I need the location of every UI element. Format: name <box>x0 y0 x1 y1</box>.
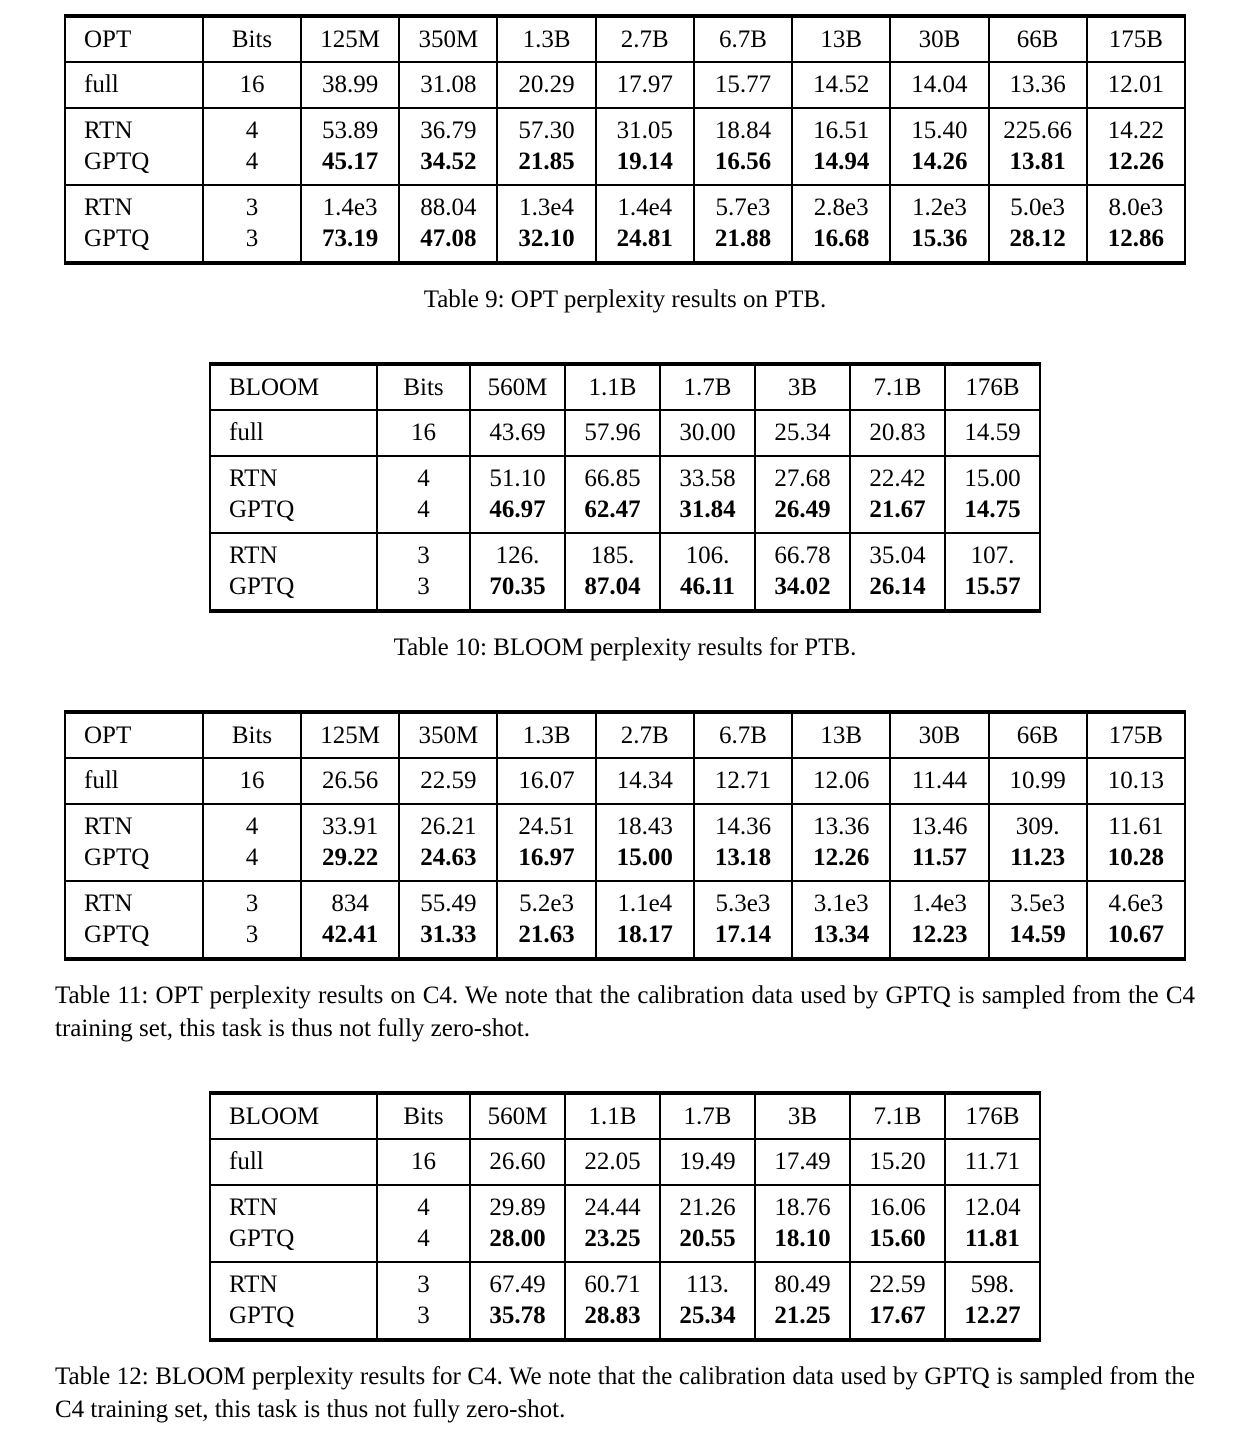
perplexity-value-cell: 36.79 <box>399 108 497 146</box>
perplexity-value-cell: 21.67 <box>850 494 945 533</box>
perplexity-value-cell: 30.00 <box>660 410 755 456</box>
row-group <box>65 881 1185 959</box>
table-12-section <box>55 1091 1195 1426</box>
perplexity-value-cell: 31.08 <box>399 62 497 108</box>
perplexity-value-cell: 17.67 <box>850 1300 945 1340</box>
method-cell: full <box>210 410 377 456</box>
size-header-cell: 560M <box>470 364 565 410</box>
perplexity-value-cell: 13.18 <box>694 842 792 881</box>
perplexity-value-cell: 12.01 <box>1087 62 1185 108</box>
table-row <box>65 108 1185 146</box>
method-cell: GPTQ <box>210 1300 377 1340</box>
bloom-c4-table <box>209 1091 1041 1342</box>
table-9-caption: Table 9: OPT perplexity results on PTB. <box>423 286 827 313</box>
size-header-cell: 1.1B <box>565 1093 660 1139</box>
perplexity-value-cell: 20.55 <box>660 1223 755 1262</box>
method-cell: RTN <box>65 881 203 919</box>
size-header-cell: 3B <box>755 1093 850 1139</box>
row-group <box>210 1185 1040 1262</box>
perplexity-value-cell: 10.13 <box>1087 758 1185 804</box>
perplexity-value-cell: 46.97 <box>470 494 565 533</box>
bits-cell: 3 <box>377 1262 470 1300</box>
perplexity-value-cell: 1.4e3 <box>890 881 988 919</box>
method-cell: GPTQ <box>65 842 203 881</box>
size-header-cell: 2.7B <box>596 712 694 758</box>
bits-cell: 16 <box>203 758 301 804</box>
model-header-cell: OPT <box>65 712 203 758</box>
size-header-cell: 176B <box>945 364 1040 410</box>
bits-cell: 3 <box>377 533 470 571</box>
perplexity-value-cell: 15.00 <box>945 456 1040 494</box>
perplexity-value-cell: 14.94 <box>792 146 890 185</box>
perplexity-value-cell: 53.89 <box>301 108 399 146</box>
size-header-cell: 66B <box>989 16 1087 62</box>
perplexity-value-cell: 16.06 <box>850 1185 945 1223</box>
perplexity-value-cell: 14.52 <box>792 62 890 108</box>
perplexity-value-cell: 20.83 <box>850 410 945 456</box>
perplexity-value-cell: 5.3e3 <box>694 881 792 919</box>
perplexity-value-cell: 21.63 <box>497 919 595 959</box>
perplexity-value-cell: 26.60 <box>470 1139 565 1185</box>
table-11-caption: Table 11: OPT perplexity results on C4. We note that the calibration data used by GPTQ is sampled from the C4 training set, this task is thus not fully zero-shot. <box>55 982 1195 1042</box>
perplexity-value-cell: 24.81 <box>596 223 694 263</box>
bits-cell: 4 <box>377 456 470 494</box>
table-11-section <box>55 710 1195 1045</box>
perplexity-value-cell: 14.26 <box>890 146 988 185</box>
perplexity-value-cell: 14.59 <box>989 919 1087 959</box>
size-header-cell: 1.7B <box>660 1093 755 1139</box>
perplexity-value-cell: 4.6e3 <box>1087 881 1185 919</box>
perplexity-value-cell: 24.51 <box>497 804 595 842</box>
table-row <box>210 1139 1040 1185</box>
perplexity-value-cell: 21.25 <box>755 1300 850 1340</box>
table-row <box>210 1223 1040 1262</box>
perplexity-value-cell: 21.88 <box>694 223 792 263</box>
perplexity-value-cell: 25.34 <box>660 1300 755 1340</box>
perplexity-value-cell: 26.56 <box>301 758 399 804</box>
method-cell: RTN <box>210 1262 377 1300</box>
perplexity-value-cell: 22.05 <box>565 1139 660 1185</box>
perplexity-value-cell: 16.07 <box>497 758 595 804</box>
bits-cell: 4 <box>203 108 301 146</box>
perplexity-value-cell: 21.85 <box>497 146 595 185</box>
perplexity-value-cell: 18.84 <box>694 108 792 146</box>
perplexity-value-cell: 73.19 <box>301 223 399 263</box>
perplexity-value-cell: 13.46 <box>890 804 988 842</box>
row-group <box>65 804 1185 881</box>
perplexity-value-cell: 26.49 <box>755 494 850 533</box>
size-header-cell: 6.7B <box>694 16 792 62</box>
perplexity-value-cell: 22.42 <box>850 456 945 494</box>
table-header <box>210 364 1040 410</box>
perplexity-value-cell: 88.04 <box>399 185 497 223</box>
perplexity-value-cell: 34.02 <box>755 571 850 611</box>
perplexity-value-cell: 12.26 <box>792 842 890 881</box>
perplexity-value-cell: 12.23 <box>890 919 988 959</box>
row-group <box>65 62 1185 108</box>
table-row <box>210 533 1040 571</box>
perplexity-value-cell: 46.11 <box>660 571 755 611</box>
perplexity-value-cell: 15.60 <box>850 1223 945 1262</box>
table-row <box>65 881 1185 919</box>
perplexity-value-cell: 28.83 <box>565 1300 660 1340</box>
method-cell: GPTQ <box>65 919 203 959</box>
table-row <box>210 571 1040 611</box>
size-header-cell: 30B <box>890 16 988 62</box>
perplexity-value-cell: 22.59 <box>850 1262 945 1300</box>
size-header-cell: 176B <box>945 1093 1040 1139</box>
perplexity-value-cell: 113. <box>660 1262 755 1300</box>
table-row <box>65 223 1185 263</box>
perplexity-value-cell: 33.58 <box>660 456 755 494</box>
size-header-cell: 7.1B <box>850 1093 945 1139</box>
perplexity-value-cell: 14.04 <box>890 62 988 108</box>
perplexity-value-cell: 1.4e4 <box>596 185 694 223</box>
perplexity-value-cell: 33.91 <box>301 804 399 842</box>
perplexity-value-cell: 8.0e3 <box>1087 185 1185 223</box>
perplexity-value-cell: 70.35 <box>470 571 565 611</box>
perplexity-value-cell: 13.36 <box>989 62 1087 108</box>
method-cell: GPTQ <box>210 571 377 611</box>
perplexity-value-cell: 12.04 <box>945 1185 1040 1223</box>
perplexity-value-cell: 17.14 <box>694 919 792 959</box>
perplexity-value-cell: 35.78 <box>470 1300 565 1340</box>
perplexity-value-cell: 23.25 <box>565 1223 660 1262</box>
perplexity-value-cell: 66.85 <box>565 456 660 494</box>
opt-c4-table <box>64 710 1186 961</box>
size-header-cell: 7.1B <box>850 364 945 410</box>
perplexity-value-cell: 47.08 <box>399 223 497 263</box>
size-header-cell: 350M <box>399 16 497 62</box>
row-group <box>210 1139 1040 1185</box>
perplexity-value-cell: 5.2e3 <box>497 881 595 919</box>
perplexity-value-cell: 18.17 <box>596 919 694 959</box>
perplexity-value-cell: 106. <box>660 533 755 571</box>
perplexity-value-cell: 13.36 <box>792 804 890 842</box>
perplexity-value-cell: 67.49 <box>470 1262 565 1300</box>
perplexity-value-cell: 15.57 <box>945 571 1040 611</box>
size-header-cell: 125M <box>301 712 399 758</box>
table-header <box>65 712 1185 758</box>
perplexity-value-cell: 1.1e4 <box>596 881 694 919</box>
table-header <box>65 16 1185 62</box>
method-cell: GPTQ <box>210 1223 377 1262</box>
perplexity-value-cell: 26.14 <box>850 571 945 611</box>
bits-cell: 4 <box>377 1223 470 1262</box>
perplexity-value-cell: 309. <box>989 804 1087 842</box>
row-group <box>65 758 1185 804</box>
perplexity-value-cell: 18.76 <box>755 1185 850 1223</box>
table-row <box>65 842 1185 881</box>
perplexity-value-cell: 5.7e3 <box>694 185 792 223</box>
table-row <box>210 410 1040 456</box>
size-header-cell: 66B <box>989 712 1087 758</box>
perplexity-value-cell: 1.2e3 <box>890 185 988 223</box>
size-header-cell: 1.7B <box>660 364 755 410</box>
perplexity-value-cell: 28.00 <box>470 1223 565 1262</box>
perplexity-value-cell: 15.36 <box>890 223 988 263</box>
bits-cell: 4 <box>203 842 301 881</box>
method-cell: RTN <box>65 804 203 842</box>
perplexity-value-cell: 16.97 <box>497 842 595 881</box>
size-header-cell: 6.7B <box>694 712 792 758</box>
perplexity-value-cell: 3.1e3 <box>792 881 890 919</box>
perplexity-value-cell: 107. <box>945 533 1040 571</box>
header-row <box>210 364 1040 410</box>
bloom-ptb-table <box>209 362 1041 613</box>
perplexity-value-cell: 11.61 <box>1087 804 1185 842</box>
perplexity-value-cell: 16.51 <box>792 108 890 146</box>
size-header-cell: 175B <box>1087 712 1185 758</box>
perplexity-value-cell: 15.00 <box>596 842 694 881</box>
perplexity-value-cell: 10.67 <box>1087 919 1185 959</box>
perplexity-value-cell: 12.86 <box>1087 223 1185 263</box>
perplexity-value-cell: 34.52 <box>399 146 497 185</box>
size-header-cell: 13B <box>792 712 890 758</box>
perplexity-value-cell: 14.36 <box>694 804 792 842</box>
bits-cell: 3 <box>203 881 301 919</box>
table-9-section <box>55 14 1195 316</box>
perplexity-value-cell: 11.71 <box>945 1139 1040 1185</box>
perplexity-value-cell: 19.49 <box>660 1139 755 1185</box>
perplexity-value-cell: 11.81 <box>945 1223 1040 1262</box>
perplexity-value-cell: 31.84 <box>660 494 755 533</box>
bits-cell: 16 <box>203 62 301 108</box>
perplexity-value-cell: 11.57 <box>890 842 988 881</box>
perplexity-value-cell: 14.75 <box>945 494 1040 533</box>
method-cell: RTN <box>210 456 377 494</box>
table-header <box>210 1093 1040 1139</box>
perplexity-value-cell: 24.63 <box>399 842 497 881</box>
perplexity-value-cell: 185. <box>565 533 660 571</box>
size-header-cell: 350M <box>399 712 497 758</box>
perplexity-value-cell: 2.8e3 <box>792 185 890 223</box>
perplexity-value-cell: 834 <box>301 881 399 919</box>
size-header-cell: 1.3B <box>497 712 595 758</box>
row-group <box>210 410 1040 456</box>
table-row <box>210 1185 1040 1223</box>
table-row <box>210 456 1040 494</box>
row-group <box>65 185 1185 263</box>
row-group <box>210 1262 1040 1340</box>
perplexity-value-cell: 11.44 <box>890 758 988 804</box>
perplexity-value-cell: 42.41 <box>301 919 399 959</box>
opt-ptb-table <box>64 14 1186 265</box>
row-group <box>210 456 1040 533</box>
perplexity-value-cell: 126. <box>470 533 565 571</box>
bits-cell: 3 <box>377 1300 470 1340</box>
bits-cell: 3 <box>377 571 470 611</box>
bits-cell: 4 <box>203 146 301 185</box>
perplexity-value-cell: 12.71 <box>694 758 792 804</box>
perplexity-value-cell: 26.21 <box>399 804 497 842</box>
perplexity-value-cell: 1.3e4 <box>497 185 595 223</box>
table-row <box>210 494 1040 533</box>
perplexity-value-cell: 29.89 <box>470 1185 565 1223</box>
perplexity-value-cell: 12.27 <box>945 1300 1040 1340</box>
perplexity-value-cell: 20.29 <box>497 62 595 108</box>
row-group <box>210 533 1040 611</box>
method-cell: RTN <box>65 185 203 223</box>
method-cell: GPTQ <box>65 223 203 263</box>
perplexity-value-cell: 87.04 <box>565 571 660 611</box>
perplexity-value-cell: 18.43 <box>596 804 694 842</box>
bits-header-cell: Bits <box>377 1093 470 1139</box>
perplexity-value-cell: 43.69 <box>470 410 565 456</box>
model-header-cell: BLOOM <box>210 1093 377 1139</box>
table-row <box>65 919 1185 959</box>
bits-cell: 4 <box>377 1185 470 1223</box>
perplexity-value-cell: 17.49 <box>755 1139 850 1185</box>
perplexity-value-cell: 10.28 <box>1087 842 1185 881</box>
header-row <box>210 1093 1040 1139</box>
bits-cell: 16 <box>377 1139 470 1185</box>
model-header-cell: OPT <box>65 16 203 62</box>
perplexity-value-cell: 15.20 <box>850 1139 945 1185</box>
bits-cell: 3 <box>203 919 301 959</box>
size-header-cell: 3B <box>755 364 850 410</box>
perplexity-value-cell: 16.68 <box>792 223 890 263</box>
perplexity-value-cell: 10.99 <box>989 758 1087 804</box>
perplexity-value-cell: 57.30 <box>497 108 595 146</box>
perplexity-value-cell: 14.34 <box>596 758 694 804</box>
perplexity-value-cell: 225.66 <box>989 108 1087 146</box>
perplexity-value-cell: 57.96 <box>565 410 660 456</box>
table-row <box>210 1300 1040 1340</box>
perplexity-value-cell: 35.04 <box>850 533 945 571</box>
size-header-cell: 1.3B <box>497 16 595 62</box>
bits-header-cell: Bits <box>203 16 301 62</box>
table-10-section <box>55 362 1195 664</box>
method-cell: GPTQ <box>210 494 377 533</box>
method-cell: RTN <box>210 533 377 571</box>
perplexity-value-cell: 15.77 <box>694 62 792 108</box>
perplexity-value-cell: 12.26 <box>1087 146 1185 185</box>
row-group <box>65 108 1185 185</box>
perplexity-value-cell: 15.40 <box>890 108 988 146</box>
perplexity-value-cell: 598. <box>945 1262 1040 1300</box>
perplexity-value-cell: 18.10 <box>755 1223 850 1262</box>
perplexity-value-cell: 45.17 <box>301 146 399 185</box>
bits-cell: 3 <box>203 185 301 223</box>
model-header-cell: BLOOM <box>210 364 377 410</box>
table-row <box>65 146 1185 185</box>
perplexity-value-cell: 66.78 <box>755 533 850 571</box>
perplexity-value-cell: 80.49 <box>755 1262 850 1300</box>
method-cell: full <box>210 1139 377 1185</box>
perplexity-value-cell: 19.14 <box>596 146 694 185</box>
table-row <box>210 1262 1040 1300</box>
bits-header-cell: Bits <box>203 712 301 758</box>
perplexity-value-cell: 32.10 <box>497 223 595 263</box>
perplexity-value-cell: 60.71 <box>565 1262 660 1300</box>
size-header-cell: 560M <box>470 1093 565 1139</box>
size-header-cell: 30B <box>890 712 988 758</box>
perplexity-value-cell: 16.56 <box>694 146 792 185</box>
perplexity-value-cell: 31.05 <box>596 108 694 146</box>
perplexity-value-cell: 62.47 <box>565 494 660 533</box>
perplexity-value-cell: 13.81 <box>989 146 1087 185</box>
bits-cell: 3 <box>203 223 301 263</box>
perplexity-value-cell: 24.44 <box>565 1185 660 1223</box>
table-row <box>65 804 1185 842</box>
perplexity-value-cell: 5.0e3 <box>989 185 1087 223</box>
perplexity-value-cell: 3.5e3 <box>989 881 1087 919</box>
size-header-cell: 125M <box>301 16 399 62</box>
header-row <box>65 712 1185 758</box>
method-cell: full <box>65 758 203 804</box>
size-header-cell: 2.7B <box>596 16 694 62</box>
method-cell: RTN <box>210 1185 377 1223</box>
method-cell: GPTQ <box>65 146 203 185</box>
perplexity-value-cell: 38.99 <box>301 62 399 108</box>
perplexity-value-cell: 11.23 <box>989 842 1087 881</box>
perplexity-value-cell: 21.26 <box>660 1185 755 1223</box>
table-12-caption: Table 12: BLOOM perplexity results for C4. We note that the calibration data used by GPTQ is sampled from the C4 training set, this task is thus not fully zero-shot. <box>55 1363 1195 1423</box>
perplexity-value-cell: 1.4e3 <box>301 185 399 223</box>
table-row <box>65 62 1185 108</box>
size-header-cell: 1.1B <box>565 364 660 410</box>
perplexity-value-cell: 13.34 <box>792 919 890 959</box>
perplexity-value-cell: 17.97 <box>596 62 694 108</box>
perplexity-value-cell: 51.10 <box>470 456 565 494</box>
bits-cell: 16 <box>377 410 470 456</box>
size-header-cell: 175B <box>1087 16 1185 62</box>
method-cell: RTN <box>65 108 203 146</box>
perplexity-value-cell: 27.68 <box>755 456 850 494</box>
table-10-caption: Table 10: BLOOM perplexity results for PTB. <box>393 634 857 661</box>
method-cell: full <box>65 62 203 108</box>
perplexity-value-cell: 25.34 <box>755 410 850 456</box>
bits-header-cell: Bits <box>377 364 470 410</box>
size-header-cell: 13B <box>792 16 890 62</box>
table-row <box>65 185 1185 223</box>
perplexity-value-cell: 31.33 <box>399 919 497 959</box>
perplexity-value-cell: 22.59 <box>399 758 497 804</box>
perplexity-value-cell: 14.59 <box>945 410 1040 456</box>
table-row <box>65 758 1185 804</box>
header-row <box>65 16 1185 62</box>
bits-cell: 4 <box>203 804 301 842</box>
perplexity-value-cell: 12.06 <box>792 758 890 804</box>
perplexity-value-cell: 28.12 <box>989 223 1087 263</box>
perplexity-value-cell: 29.22 <box>301 842 399 881</box>
bits-cell: 4 <box>377 494 470 533</box>
perplexity-value-cell: 55.49 <box>399 881 497 919</box>
perplexity-value-cell: 14.22 <box>1087 108 1185 146</box>
